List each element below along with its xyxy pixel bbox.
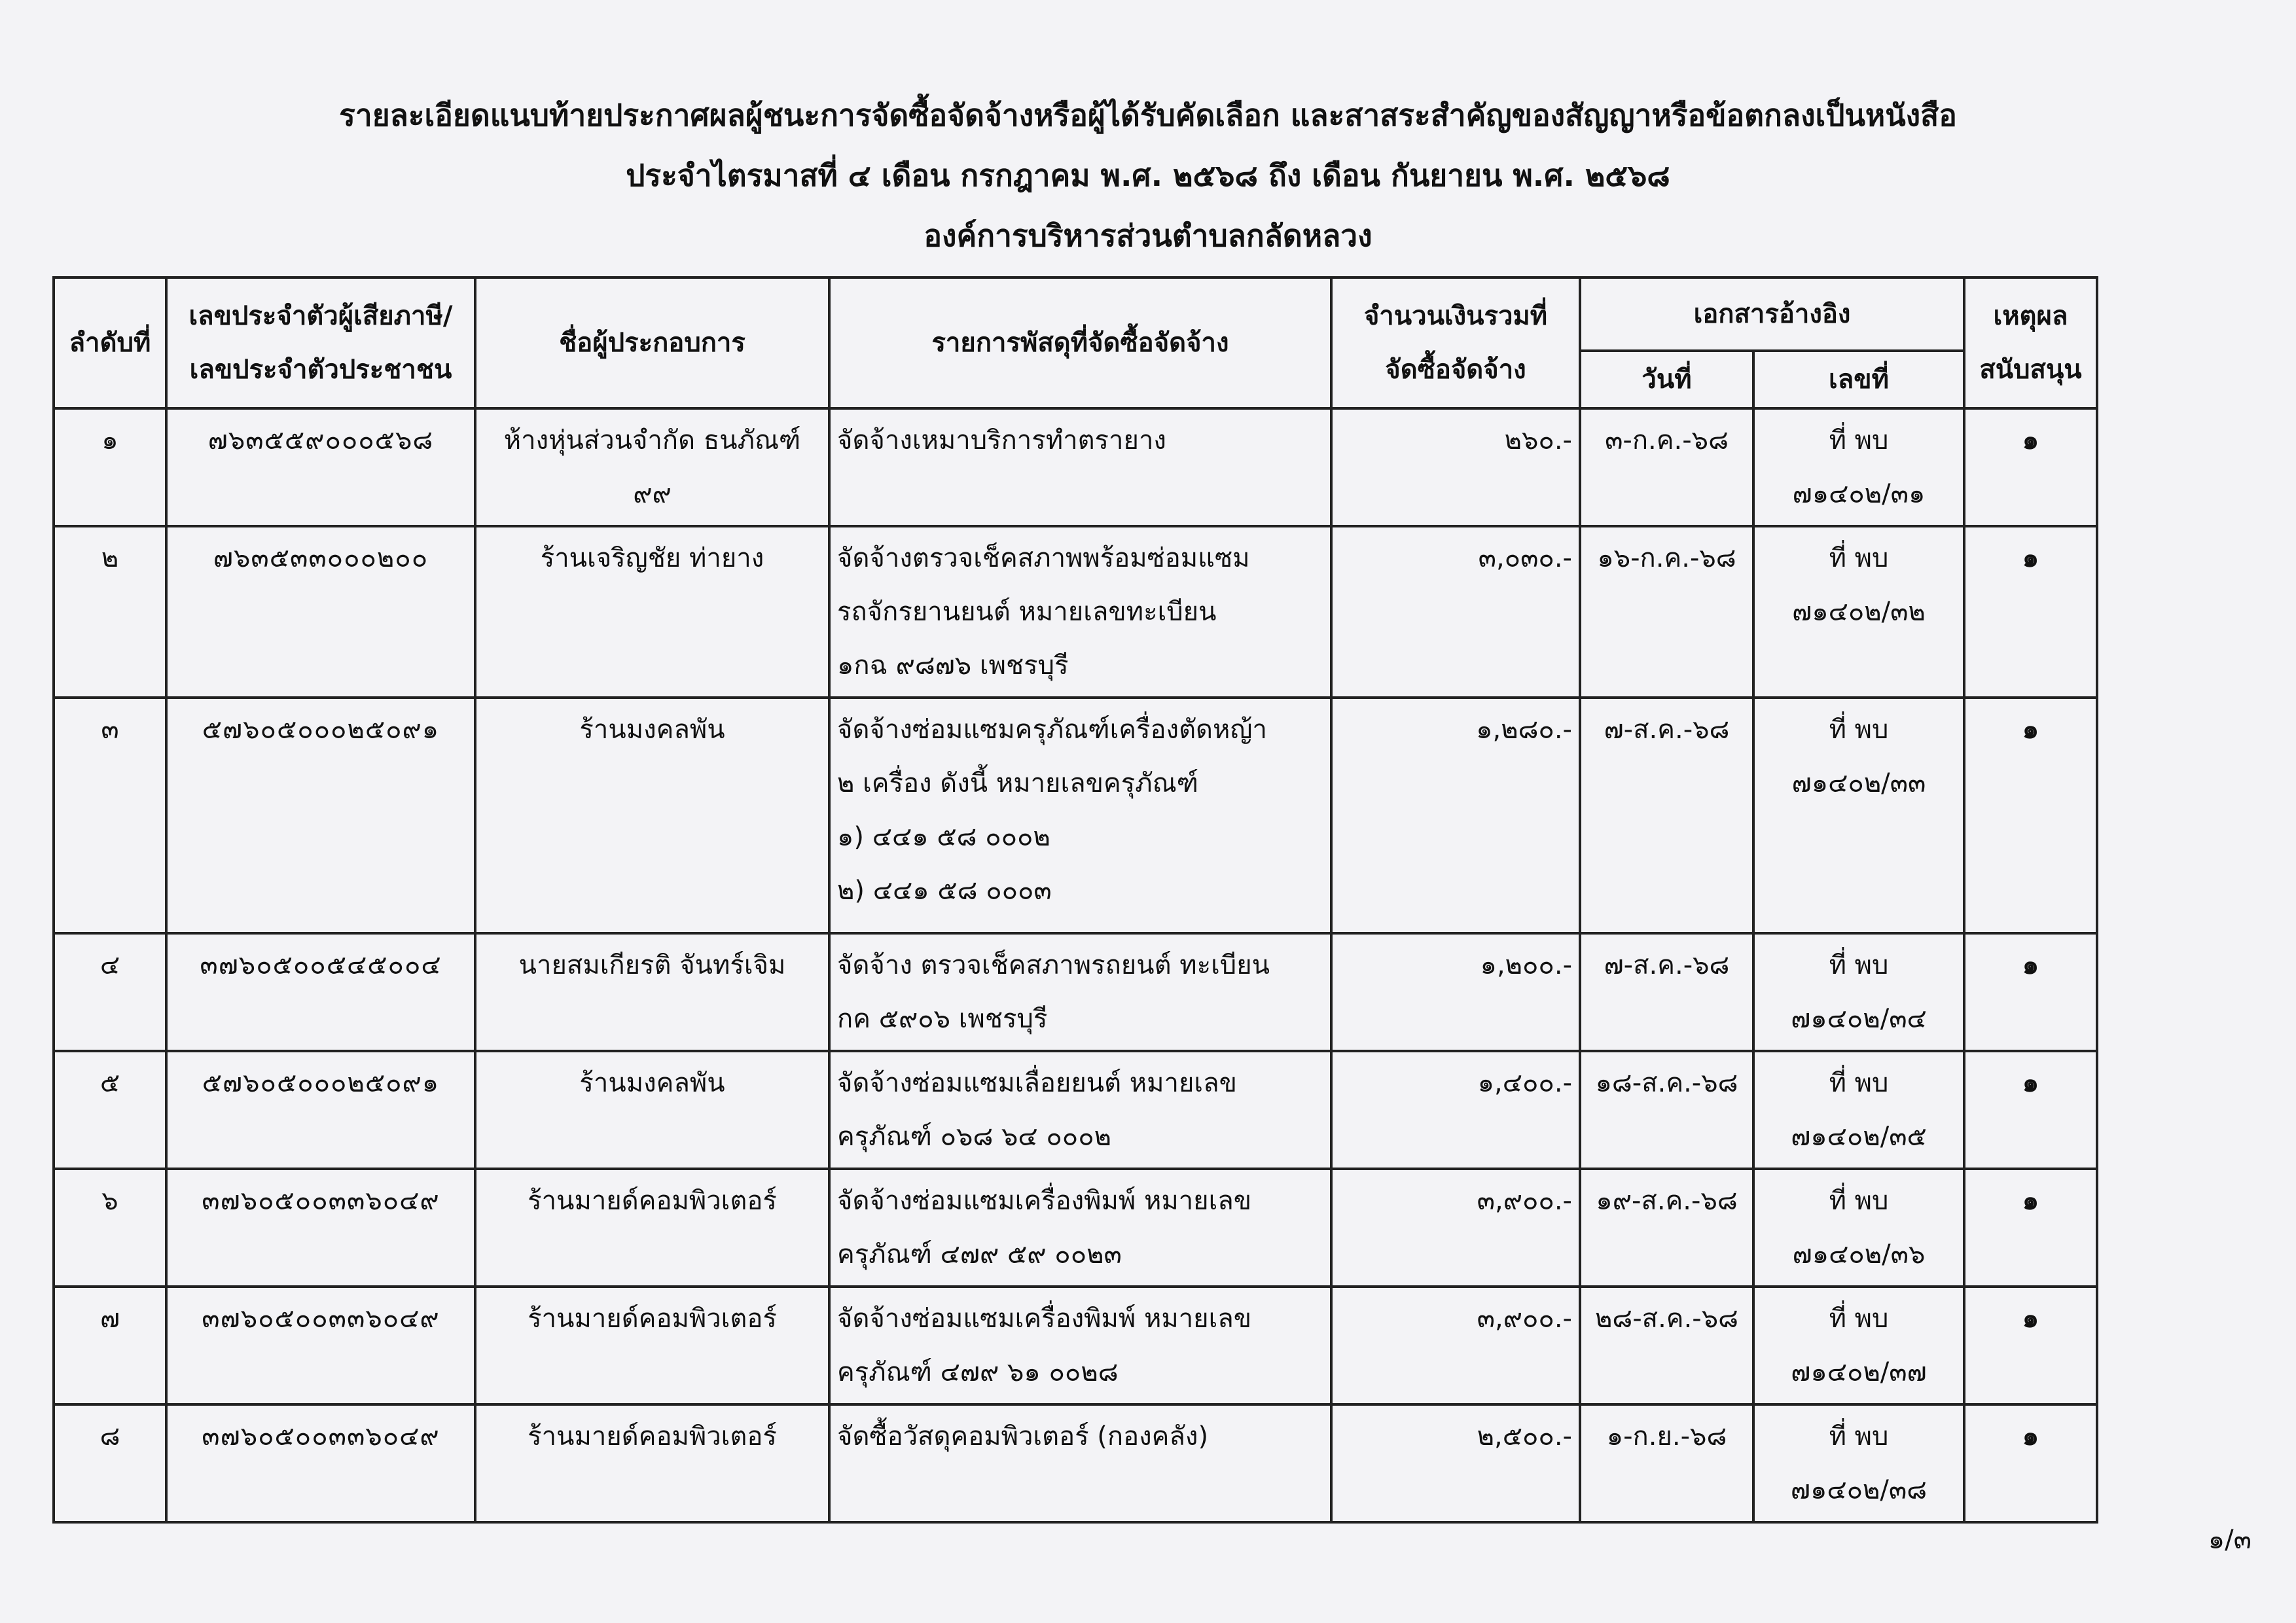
col-header-items: รายการพัสดุที่จัดซื้อจัดจ้าง (829, 277, 1331, 408)
row-vendor (475, 933, 829, 1051)
row-vendor-line: ร้านมายด์คอมพิวเตอร์ (528, 1186, 777, 1216)
row-vendor (475, 1169, 829, 1287)
col-header-tax-id-line1: เลขประจำตัวผู้เสียภาษี/ (188, 301, 453, 331)
col-header-date: วันที่ (1580, 351, 1753, 408)
row-vendor (475, 526, 829, 698)
header-title: รายละเอียดแนบท้ายประกาศผลผู้ชนะการจัดซื้อจัดจ้างหรือผู้ได้รับคัดเลือก และสาสระสำคัญของสัญญาหรือข้อตกลงเป็นหนังสือ (339, 98, 1957, 133)
row-vendor-line: ร้านมายด์คอมพิวเตอร์ (528, 1421, 777, 1452)
table-row (54, 1169, 2097, 1287)
row-items (829, 933, 1331, 1051)
row-index: ๘ (54, 1404, 166, 1522)
row-item-line: จัดจ้างซ่อมแซมเลื่อยยนต์ หมายเลข (837, 1068, 1237, 1098)
table-row (54, 1404, 2097, 1522)
row-vendor-line: ร้านเจริญชัย ท่ายาง (540, 543, 764, 573)
row-date: ๗-ส.ค.-๖๘ (1580, 698, 1753, 933)
row-reference-line: ที่ พบ (1829, 1304, 1889, 1334)
row-date: ๑-ก.ย.-๖๘ (1580, 1404, 1753, 1522)
col-header-vendor: ชื่อผู้ประกอบการ (475, 277, 829, 408)
row-reference-line: ๗๑๔๐๒/๓๑ (1792, 479, 1926, 509)
row-item-line: ครุภัณฑ์ ๐๖๘ ๖๔ ๐๐๐๒ (837, 1122, 1112, 1152)
table-row (54, 1287, 2097, 1404)
header-period: ประจำไตรมาสที่ ๔ เดือน กรกฎาคม พ.ศ. ๒๕๖๘ ถึง เดือน กันยายน พ.ศ. ๒๕๖๘ (626, 158, 1670, 193)
col-header-amount-line1: จำนวนเงินรวมที่ (1363, 301, 1548, 331)
row-date: ๗-ส.ค.-๖๘ (1580, 933, 1753, 1051)
row-items (829, 1404, 1331, 1522)
row-reference-line: ที่ พบ (1829, 1068, 1889, 1098)
row-index: ๖ (54, 1169, 166, 1287)
row-amount: ๑,๒๘๐.- (1331, 698, 1580, 933)
row-reference-line: ๗๑๔๐๒/๓๔ (1791, 1004, 1927, 1034)
col-header-amount-line2: จัดซื้อจัดจ้าง (1385, 355, 1526, 385)
row-tax-id: ๓๗๖๐๕๐๐๓๓๖๐๔๙ (166, 1287, 475, 1404)
header-organization: องค์การบริหารส่วนตำบลกลัดหลวง (924, 218, 1372, 253)
row-reason: ๑ (1964, 1287, 2097, 1404)
col-header-index: ลำดับที่ (54, 277, 166, 408)
row-item-line: ครุภัณฑ์ ๔๗๙ ๕๙ ๐๐๒๓ (837, 1240, 1122, 1270)
row-reference-line: ที่ พบ (1829, 1186, 1889, 1216)
row-reference-line: ๗๑๔๐๒/๓๖ (1792, 1240, 1926, 1270)
col-header-tax-id-line2: เลขประจำตัวประชาชน (189, 355, 452, 385)
row-reference-number (1753, 1404, 1964, 1522)
table-row (54, 698, 2097, 933)
row-reference-line: ที่ พบ (1829, 715, 1889, 745)
row-vendor (475, 1404, 829, 1522)
row-item-line: จัดซื้อวัสดุคอมพิวเตอร์ (กองคลัง) (837, 1421, 1209, 1452)
row-item-line: ๒ เครื่อง ดังนี้ หมายเลขครุภัณฑ์ (837, 768, 1198, 798)
row-reference-line: ๗๑๔๐๒/๓๗ (1791, 1357, 1927, 1387)
row-reference-number (1753, 698, 1964, 933)
table-body (54, 408, 2097, 1522)
row-vendor (475, 1051, 829, 1169)
col-header-reason-line1: เหตุผล (1993, 301, 2068, 331)
row-reference-line: ๗๑๔๐๒/๓๓ (1791, 768, 1926, 798)
row-amount: ๓,๙๐๐.- (1331, 1287, 1580, 1404)
row-vendor-line: นายสมเกียรติ จันทร์เจิม (518, 950, 786, 980)
row-item-line: ๑) ๔๔๑ ๕๘ ๐๐๐๒ (837, 822, 1050, 852)
row-date: ๒๘-ส.ค.-๖๘ (1580, 1287, 1753, 1404)
table-row (54, 1051, 2097, 1169)
col-header-reason-line2: สนับสนุน (1979, 355, 2082, 385)
table-row (54, 408, 2097, 526)
row-items (829, 408, 1331, 526)
row-item-line: ๒) ๔๔๑ ๕๘ ๐๐๐๓ (837, 876, 1052, 906)
row-item-line: จัดจ้างซ่อมแซมครุภัณฑ์เครื่องตัดหญ้า (837, 715, 1267, 745)
row-reference-number (1753, 408, 1964, 526)
row-reference-line: ๗๑๔๐๒/๓๕ (1791, 1122, 1927, 1152)
row-items (829, 526, 1331, 698)
row-amount: ๒๖๐.- (1331, 408, 1580, 526)
row-vendor (475, 698, 829, 933)
row-reason: ๑ (1964, 1404, 2097, 1522)
row-amount: ๓,๙๐๐.- (1331, 1169, 1580, 1287)
table-row (54, 933, 2097, 1051)
row-tax-id: ๓๗๖๐๕๐๐๕๔๕๐๐๔ (166, 933, 475, 1051)
row-tax-id: ๗๖๓๕๕๙๐๐๐๕๖๘ (166, 408, 475, 526)
row-item-line: จัดจ้างเหมาบริการทำตรายาง (837, 425, 1166, 455)
row-vendor (475, 408, 829, 526)
row-reason: ๑ (1964, 698, 2097, 933)
row-items (829, 698, 1331, 933)
row-index: ๕ (54, 1051, 166, 1169)
page-number: ๑/๓ (2208, 1525, 2251, 1555)
row-tax-id: ๓๗๖๐๕๐๐๓๓๖๐๔๙ (166, 1404, 475, 1522)
row-index: ๔ (54, 933, 166, 1051)
col-header-reason (1964, 277, 2097, 408)
row-item-line: จัดจ้าง ตรวจเช็คสภาพรถยนต์ ทะเบียน (837, 950, 1270, 980)
row-index: ๑ (54, 408, 166, 526)
row-reference-line: ๗๑๔๐๒/๓๒ (1792, 597, 1926, 627)
row-amount: ๒,๕๐๐.- (1331, 1404, 1580, 1522)
table-row (54, 526, 2097, 698)
row-item-line: จัดจ้างซ่อมแซมเครื่องพิมพ์ หมายเลข (837, 1186, 1252, 1216)
row-reason: ๑ (1964, 408, 2097, 526)
document-header (0, 85, 2296, 266)
row-vendor-line: ห้างหุ่นส่วนจำกัด ธนภัณฑ์ (503, 425, 801, 455)
row-reference-number (1753, 1287, 1964, 1404)
row-item-line: จัดจ้างตรวจเช็คสภาพพร้อมซ่อมแซม (837, 543, 1250, 573)
row-items (829, 1169, 1331, 1287)
row-vendor-line: ร้านมงคลพัน (579, 715, 725, 745)
row-index: ๓ (54, 698, 166, 933)
row-amount: ๑,๒๐๐.- (1331, 933, 1580, 1051)
row-reference-line: ๗๑๔๐๒/๓๘ (1790, 1475, 1928, 1505)
row-tax-id: ๗๖๓๕๓๓๐๐๐๒๐๐ (166, 526, 475, 698)
row-reference-line: ที่ พบ (1829, 1421, 1889, 1452)
row-reason: ๑ (1964, 1169, 2097, 1287)
row-reference-number (1753, 1051, 1964, 1169)
row-date: ๑๙-ส.ค.-๖๘ (1580, 1169, 1753, 1287)
row-item-line: รถจักรยานยนต์ หมายเลขทะเบียน (837, 597, 1217, 627)
row-tax-id: ๓๗๖๐๕๐๐๓๓๖๐๔๙ (166, 1169, 475, 1287)
row-vendor-line: ๙๙ (633, 479, 672, 509)
row-reference-number (1753, 1169, 1964, 1287)
col-header-reference: เอกสารอ้างอิง (1580, 277, 1964, 351)
col-header-number: เลขที่ (1753, 351, 1964, 408)
row-reference-line: ที่ พบ (1829, 425, 1889, 455)
table-header-row (54, 277, 2097, 351)
row-vendor-line: ร้านมายด์คอมพิวเตอร์ (528, 1304, 777, 1334)
row-vendor (475, 1287, 829, 1404)
row-item-line: ๑กฉ ๙๘๗๖ เพชรบุรี (837, 651, 1069, 681)
row-date: ๓-ก.ค.-๖๘ (1580, 408, 1753, 526)
row-reason: ๑ (1964, 526, 2097, 698)
row-reason: ๑ (1964, 933, 2097, 1051)
row-item-line: จัดจ้างซ่อมแซมเครื่องพิมพ์ หมายเลข (837, 1304, 1252, 1334)
row-date: ๑๖-ก.ค.-๖๘ (1580, 526, 1753, 698)
row-amount: ๑,๔๐๐.- (1331, 1051, 1580, 1169)
row-reference-line: ที่ พบ (1829, 543, 1889, 573)
row-tax-id: ๕๗๖๐๕๐๐๐๒๕๐๙๑ (166, 1051, 475, 1169)
row-reference-line: ที่ พบ (1829, 950, 1889, 980)
col-header-amount (1331, 277, 1580, 408)
row-amount: ๓,๐๓๐.- (1331, 526, 1580, 698)
row-items (829, 1051, 1331, 1169)
row-date: ๑๘-ส.ค.-๖๘ (1580, 1051, 1753, 1169)
row-reason: ๑ (1964, 1051, 2097, 1169)
row-item-line: กค ๕๙๐๖ เพชรบุรี (837, 1004, 1048, 1034)
procurement-table (52, 276, 2098, 1524)
row-index: ๗ (54, 1287, 166, 1404)
row-index: ๒ (54, 526, 166, 698)
row-tax-id: ๕๗๖๐๕๐๐๐๒๕๐๙๑ (166, 698, 475, 933)
col-header-tax-id (166, 277, 475, 408)
row-items (829, 1287, 1331, 1404)
row-reference-number (1753, 933, 1964, 1051)
row-reference-number (1753, 526, 1964, 698)
row-item-line: ครุภัณฑ์ ๔๗๙ ๖๑ ๐๐๒๘ (837, 1357, 1119, 1387)
row-vendor-line: ร้านมงคลพัน (579, 1068, 725, 1098)
